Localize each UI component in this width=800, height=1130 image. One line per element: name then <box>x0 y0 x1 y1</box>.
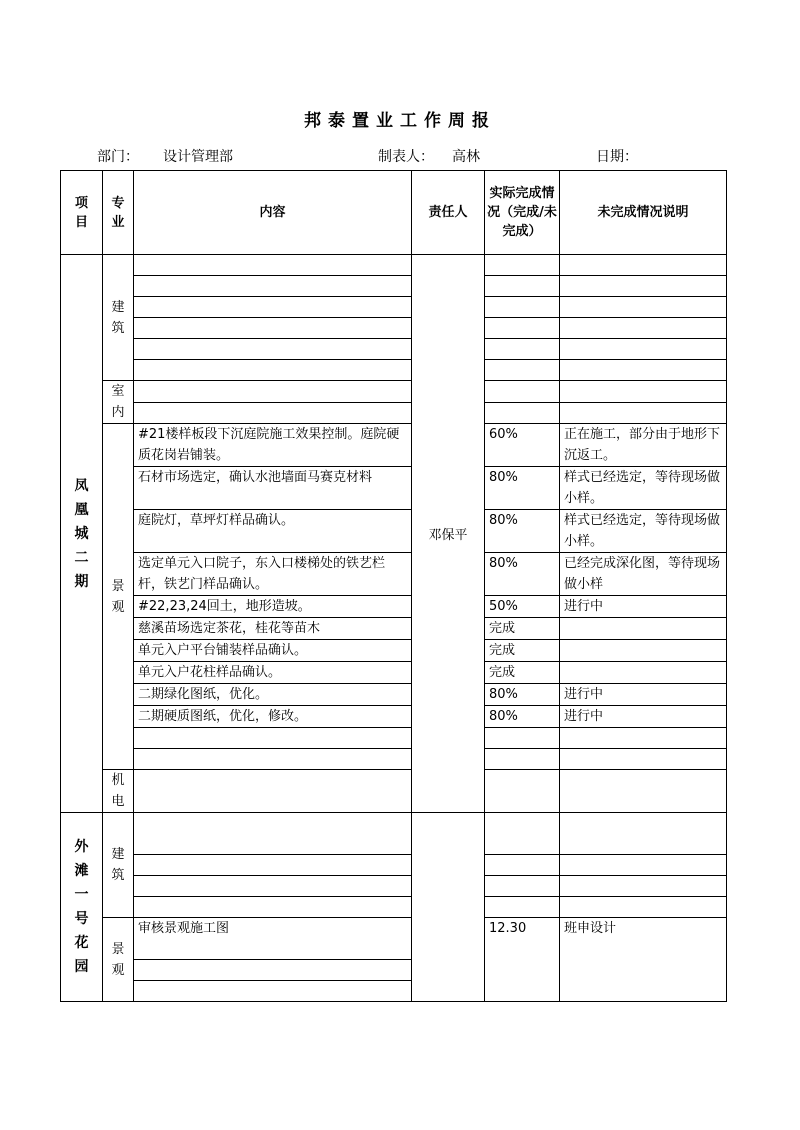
status-cell: 80% <box>485 553 560 596</box>
status-cell: 80% <box>485 684 560 706</box>
content-cell <box>134 318 412 339</box>
table-row <box>61 855 727 876</box>
notes-cell <box>560 255 727 276</box>
specialty-cell: 景观 <box>103 918 134 1002</box>
notes-cell <box>560 876 727 897</box>
table-row <box>61 381 727 403</box>
status-cell <box>485 381 560 403</box>
status-cell: 完成 <box>485 618 560 640</box>
status-cell <box>485 770 560 813</box>
table-row <box>61 770 727 792</box>
content-cell: 庭院灯，草坪灯样品确认。 <box>134 510 412 553</box>
project-cell: 外滩一号花园 <box>61 813 103 1002</box>
content-cell <box>134 897 412 918</box>
content-cell <box>134 276 412 297</box>
notes-cell: 已经完成深化图，等待现场做小样 <box>560 553 727 596</box>
status-cell <box>485 728 560 749</box>
notes-cell: 进行中 <box>560 596 727 618</box>
status-cell: 80% <box>485 510 560 553</box>
table-row <box>61 424 727 446</box>
content-cell <box>134 297 412 318</box>
notes-cell <box>560 728 727 749</box>
content-cell <box>134 813 412 855</box>
specialty-cell: 建筑 <box>103 255 134 381</box>
specialty-cell: 机电 <box>103 770 134 813</box>
content-cell <box>134 749 412 770</box>
table-row <box>61 684 727 706</box>
content-cell <box>134 339 412 360</box>
content-cell: 单元入户平台铺装样品确认。 <box>134 640 412 662</box>
status-cell: 50% <box>485 596 560 618</box>
notes-cell: 进行中 <box>560 684 727 706</box>
notes-cell: 班申设计 <box>560 918 727 1002</box>
status-cell <box>485 855 560 876</box>
notes-cell: 样式已经选定，等待现场做小样。 <box>560 510 727 553</box>
content-cell <box>134 770 412 813</box>
table-row <box>61 618 727 640</box>
status-cell: 80% <box>485 467 560 510</box>
table-row <box>61 662 727 684</box>
notes-cell <box>560 618 727 640</box>
table-row <box>61 749 727 770</box>
table-row <box>61 553 727 575</box>
table-row <box>61 339 727 360</box>
status-cell <box>485 255 560 276</box>
owner-cell: 邓保平 <box>412 255 485 813</box>
table-row <box>61 318 727 339</box>
header-project: 项目 <box>61 171 103 255</box>
notes-cell <box>560 662 727 684</box>
status-cell: 完成 <box>485 662 560 684</box>
content-cell: 选定单元入口院子，东入口楼梯处的铁艺栏杆，铁艺门样品确认。 <box>134 553 412 596</box>
table-row <box>61 876 727 897</box>
content-cell: 二期绿化图纸，优化。 <box>134 684 412 706</box>
status-cell: 80% <box>485 706 560 728</box>
content-cell <box>134 402 412 424</box>
status-cell <box>485 297 560 318</box>
table-row <box>61 360 727 381</box>
content-cell <box>134 981 412 1002</box>
maker-label: 制表人： <box>378 149 434 165</box>
specialty-cell: 景观 <box>103 424 134 770</box>
content-cell: #22,23,24回土，地形造坡。 <box>134 596 412 618</box>
status-cell: 12.30 <box>485 918 560 1002</box>
content-cell <box>134 255 412 276</box>
notes-cell: 正在施工，部分由于地形下沉返工。 <box>560 424 727 467</box>
notes-cell: 进行中 <box>560 706 727 728</box>
header-row <box>61 171 727 255</box>
content-cell: 二期硬质图纸，优化，修改。 <box>134 706 412 728</box>
status-cell <box>485 360 560 381</box>
table-row <box>61 402 727 424</box>
maker-value: 高林 <box>452 149 480 165</box>
weekly-report-table <box>60 170 727 1002</box>
table-row <box>61 596 727 618</box>
content-cell <box>134 876 412 897</box>
table-row <box>61 255 727 276</box>
status-cell <box>485 749 560 770</box>
notes-cell <box>560 360 727 381</box>
project-cell: 凤凰城二期 <box>61 255 103 813</box>
content-cell: 慈溪苗场选定茶花，桂花等苗木 <box>134 618 412 640</box>
notes-cell: 样式已经选定，等待现场做小样。 <box>560 467 727 510</box>
table-row <box>61 640 727 662</box>
header-status: 实际完成情况（完成/未完成） <box>485 171 560 255</box>
content-cell <box>134 381 412 403</box>
notes-cell <box>560 770 727 813</box>
notes-cell <box>560 640 727 662</box>
status-cell <box>485 897 560 918</box>
notes-cell <box>560 318 727 339</box>
specialty-cell: 室内 <box>103 381 134 424</box>
table-row <box>61 297 727 318</box>
page-title: 邦泰置业工作周报 <box>304 111 496 131</box>
status-cell <box>485 318 560 339</box>
table-row <box>61 276 727 297</box>
status-cell <box>485 876 560 897</box>
status-cell <box>485 276 560 297</box>
content-cell <box>134 728 412 749</box>
table-row <box>61 510 727 532</box>
notes-cell <box>560 402 727 424</box>
header-content: 内容 <box>134 171 412 255</box>
header-owner: 责任人 <box>412 171 485 255</box>
content-cell: 审核景观施工图 <box>134 918 412 960</box>
status-cell: 完成 <box>485 640 560 662</box>
owner-cell <box>412 813 485 1002</box>
table-row <box>61 467 727 489</box>
notes-cell <box>560 297 727 318</box>
content-cell: 石材市场选定，确认水池墙面马赛克材料 <box>134 467 412 510</box>
content-cell: 单元入户花柱样品确认。 <box>134 662 412 684</box>
header-notes: 未完成情况说明 <box>560 171 727 255</box>
status-cell <box>485 813 560 855</box>
status-cell <box>485 402 560 424</box>
header-specialty: 专业 <box>103 171 134 255</box>
table-row <box>61 918 727 939</box>
notes-cell <box>560 897 727 918</box>
status-cell <box>485 339 560 360</box>
table-row <box>61 706 727 728</box>
table-row <box>61 728 727 749</box>
specialty-cell: 建筑 <box>103 813 134 918</box>
dept-label: 部门： <box>97 149 139 165</box>
content-cell: #21楼样板段下沉庭院施工效果控制。庭院硬质花岗岩铺装。 <box>134 424 412 467</box>
date-label: 日期： <box>596 149 638 165</box>
status-cell: 60% <box>485 424 560 467</box>
table-row <box>61 813 727 834</box>
notes-cell <box>560 276 727 297</box>
dept-value: 设计管理部 <box>163 149 233 165</box>
notes-cell <box>560 855 727 876</box>
content-cell <box>134 360 412 381</box>
content-cell <box>134 855 412 876</box>
table-row <box>61 897 727 918</box>
content-cell <box>134 960 412 981</box>
notes-cell <box>560 381 727 403</box>
notes-cell <box>560 339 727 360</box>
notes-cell <box>560 749 727 770</box>
notes-cell <box>560 813 727 855</box>
